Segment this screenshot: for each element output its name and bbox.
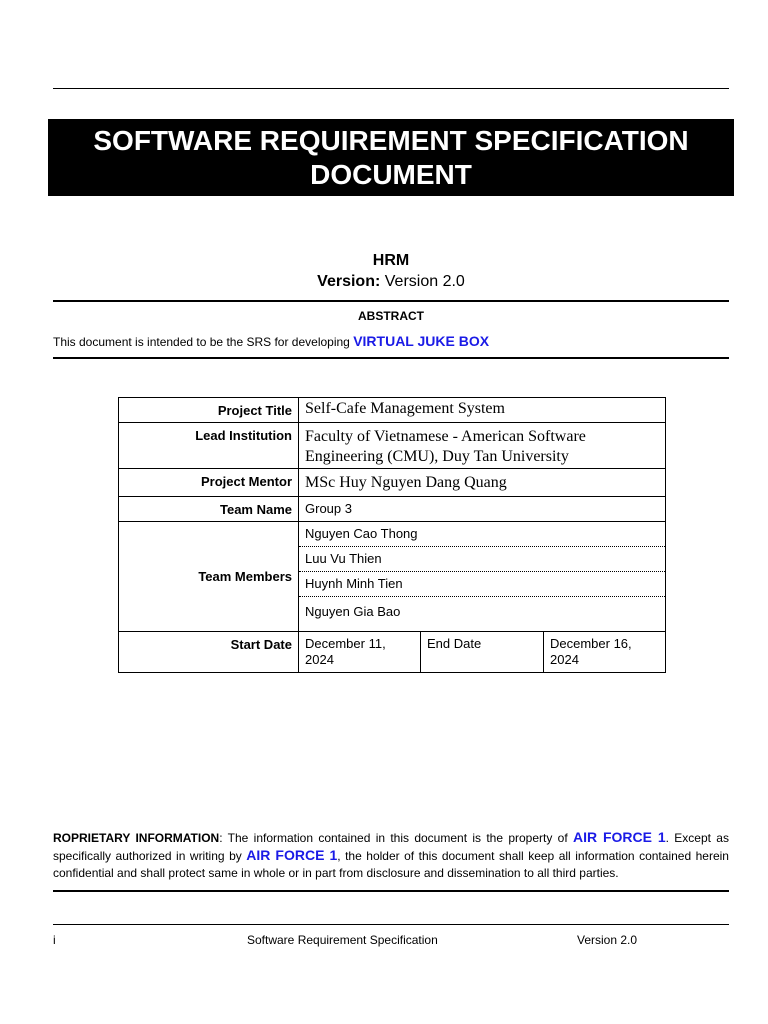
proprietary-bottom-rule: [53, 890, 729, 892]
document-title: SOFTWARE REQUIREMENT SPECIFICATION DOCUMENT: [93, 124, 689, 190]
team-members-list: [299, 522, 666, 632]
row-project-title: [119, 398, 666, 423]
footer-version: Version 2.0: [577, 933, 638, 947]
proprietary-notice: [53, 829, 729, 882]
end-date-label: End Date: [421, 632, 544, 673]
abstract-heading: ABSTRACT: [358, 309, 424, 323]
project-mentor-value: MSc Huy Nguyen Dang Quang: [299, 469, 666, 497]
top-rule: [53, 88, 729, 89]
team-name-label: Team Name: [119, 497, 299, 522]
footer-rule: [53, 924, 729, 925]
project-info-table: [118, 397, 666, 673]
abstract-bottom-rule: [53, 357, 729, 359]
footer-title: Software Requirement Specification: [247, 933, 438, 947]
page-number: i: [53, 933, 56, 947]
lead-institution-label: Lead Institution: [119, 423, 299, 469]
abstract-product-name: VIRTUAL JUKE BOX: [353, 333, 490, 349]
team-member: Nguyen Cao Thong: [299, 522, 665, 547]
row-team-name: [119, 497, 666, 522]
proprietary-text-3: , the holder of this document shall keep all information contained herein confidential and shall protect same in whole or in part from disclosure and dissemination to all third parties.: [53, 849, 729, 880]
team-member: Luu Vu Thien: [299, 547, 665, 572]
proprietary-heading: ROPRIETARY INFORMATION: [53, 831, 220, 845]
row-team-members: [119, 522, 666, 632]
row-lead-institution: [119, 423, 666, 469]
page-footer: [53, 933, 729, 949]
proprietary-text-2: . Except as specifically authorized in writing by: [53, 831, 729, 863]
team-member: Huynh Minh Tien: [299, 572, 665, 597]
lead-institution-value: Faculty of Vietnamese - American Software Engineering (CMU), Duy Tan University: [299, 423, 666, 469]
start-date-value: December 11, 2024: [299, 632, 421, 673]
version-line: [0, 273, 768, 291]
row-dates: [119, 632, 666, 673]
abstract-body: This document is intended to be the SRS for developing: [53, 335, 354, 349]
team-name-value: Group 3: [299, 497, 666, 522]
version-value: Version 2.0: [380, 273, 465, 290]
end-date-value: December 16, 2024: [544, 632, 666, 673]
owner-name-2: AIR FORCE 1: [246, 847, 338, 863]
owner-name-1: AIR FORCE 1: [573, 829, 666, 845]
team-member: Nguyen Gia Bao: [305, 604, 401, 619]
row-project-mentor: [119, 469, 666, 497]
start-date-label: Start Date: [119, 632, 299, 673]
abstract-text: [53, 333, 489, 349]
project-code: HRM: [372, 252, 410, 269]
project-title-label: Project Title: [119, 398, 299, 423]
project-mentor-label: Project Mentor: [119, 469, 299, 497]
version-label: Version:: [317, 273, 381, 290]
proprietary-text-1: : The information contained in this document is the property of: [219, 831, 573, 845]
abstract-top-rule: [53, 300, 729, 302]
project-title-value: Self-Cafe Management System: [299, 398, 666, 423]
team-members-label: Team Members: [119, 522, 299, 632]
title-banner: [48, 119, 734, 196]
